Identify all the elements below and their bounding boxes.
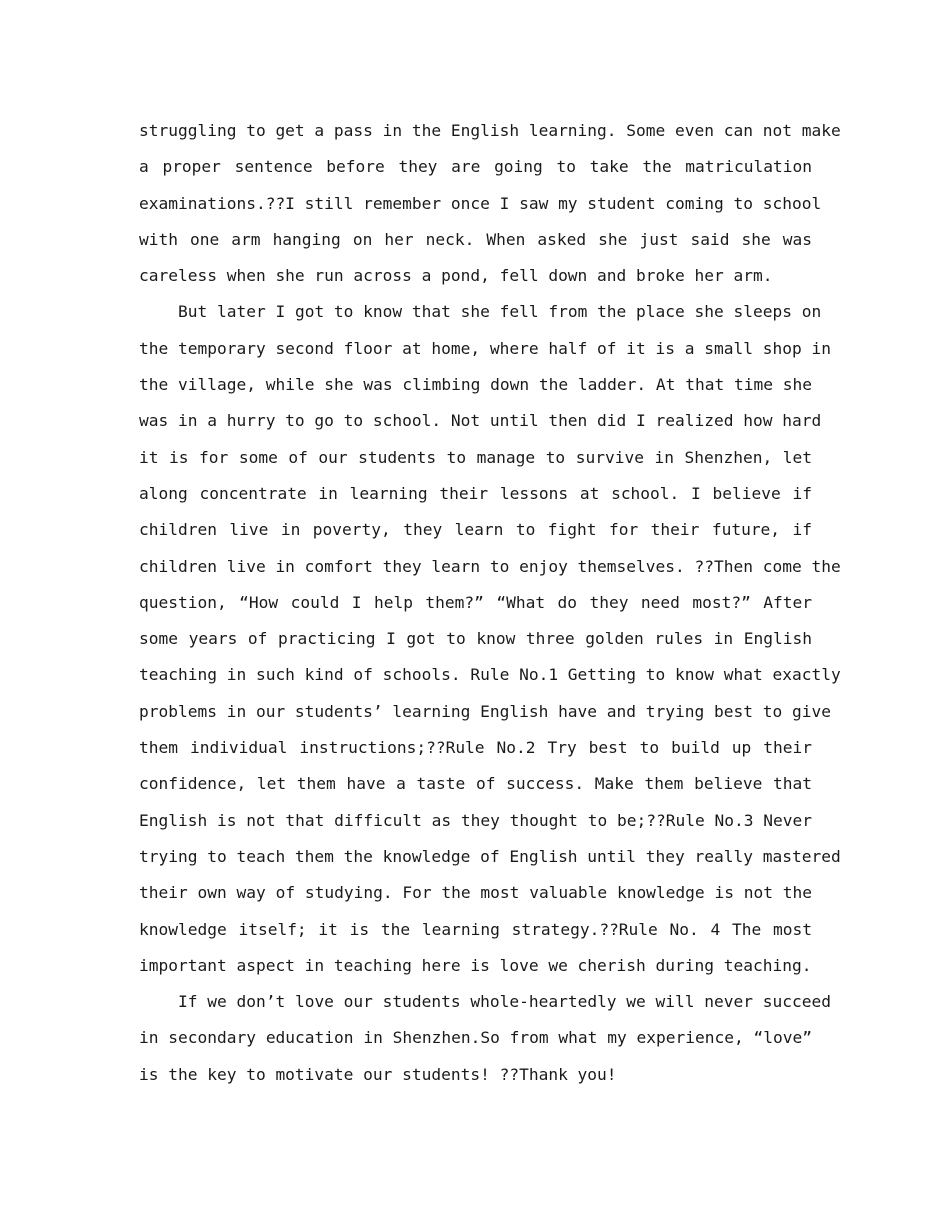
paragraph-1 (139, 113, 841, 294)
text-line: confidence, let them have a taste of success. Make them believe that (139, 774, 812, 794)
text-line: the temporary second floor at home, where half of it is a small shop in (139, 338, 831, 358)
text-line: them individual instructions;??Rule No.2 Try best to build up their (139, 738, 812, 758)
document-body (139, 113, 841, 1093)
text-line: children live in poverty, they learn to fight for their future, if (139, 520, 812, 540)
text-line: it is for some of our students to manage to survive in Shenzhen, let (139, 447, 812, 467)
text-line: along concentrate in learning their lessons at school. I believe if (139, 483, 812, 503)
text-line: careless when she run across a pond, fell down and broke her arm. (139, 266, 773, 286)
text-line: trying to teach them the knowledge of English until they really mastered (139, 846, 841, 866)
text-line: is the key to motivate our students! ??Thank you! (139, 1064, 617, 1084)
text-line: was in a hurry to go to school. Not until then did I realized how hard (139, 411, 822, 431)
text-line: question, “How could I help them?” “What do they need most?” After (139, 592, 812, 612)
text-line: problems in our students’ learning English have and trying best to give (139, 701, 831, 721)
text-line: important aspect in teaching here is love we cherish during teaching. (139, 955, 812, 975)
text-line: a proper sentence before they are going to take the matriculation (139, 157, 812, 177)
text-line: struggling to get a pass in the English learning. Some even can not make (139, 121, 841, 140)
paragraph-2 (139, 294, 841, 984)
paragraph-3 (139, 984, 831, 1093)
text-line: English is not that difficult as they thought to be;??Rule No.3 Never (139, 810, 812, 830)
text-line: the village, while she was climbing down the ladder. At that time she (139, 375, 812, 395)
text-line: examinations.??I still remember once I saw my student coming to school (139, 193, 822, 213)
text-line: knowledge itself; it is the learning strategy.??Rule No. 4 The most (139, 919, 812, 939)
text-line: But later I got to know that she fell from the place she sleeps on (178, 302, 822, 322)
text-line: children live in comfort they learn to enjoy themselves. ??Then come the (139, 556, 841, 576)
text-line: with one arm hanging on her neck. When asked she just said she was (139, 229, 812, 249)
text-line: teaching in such kind of schools. Rule No.1 Getting to know what exactly (139, 665, 841, 685)
text-line: their own way of studying. For the most valuable knowledge is not the (139, 883, 812, 903)
text-line: in secondary education in Shenzhen.So from what my experience, “love” (139, 1028, 812, 1048)
text-line: If we don’t love our students whole-heartedly we will never succeed (178, 992, 831, 1012)
text-line: some years of practicing I got to know three golden rules in English (139, 629, 812, 649)
